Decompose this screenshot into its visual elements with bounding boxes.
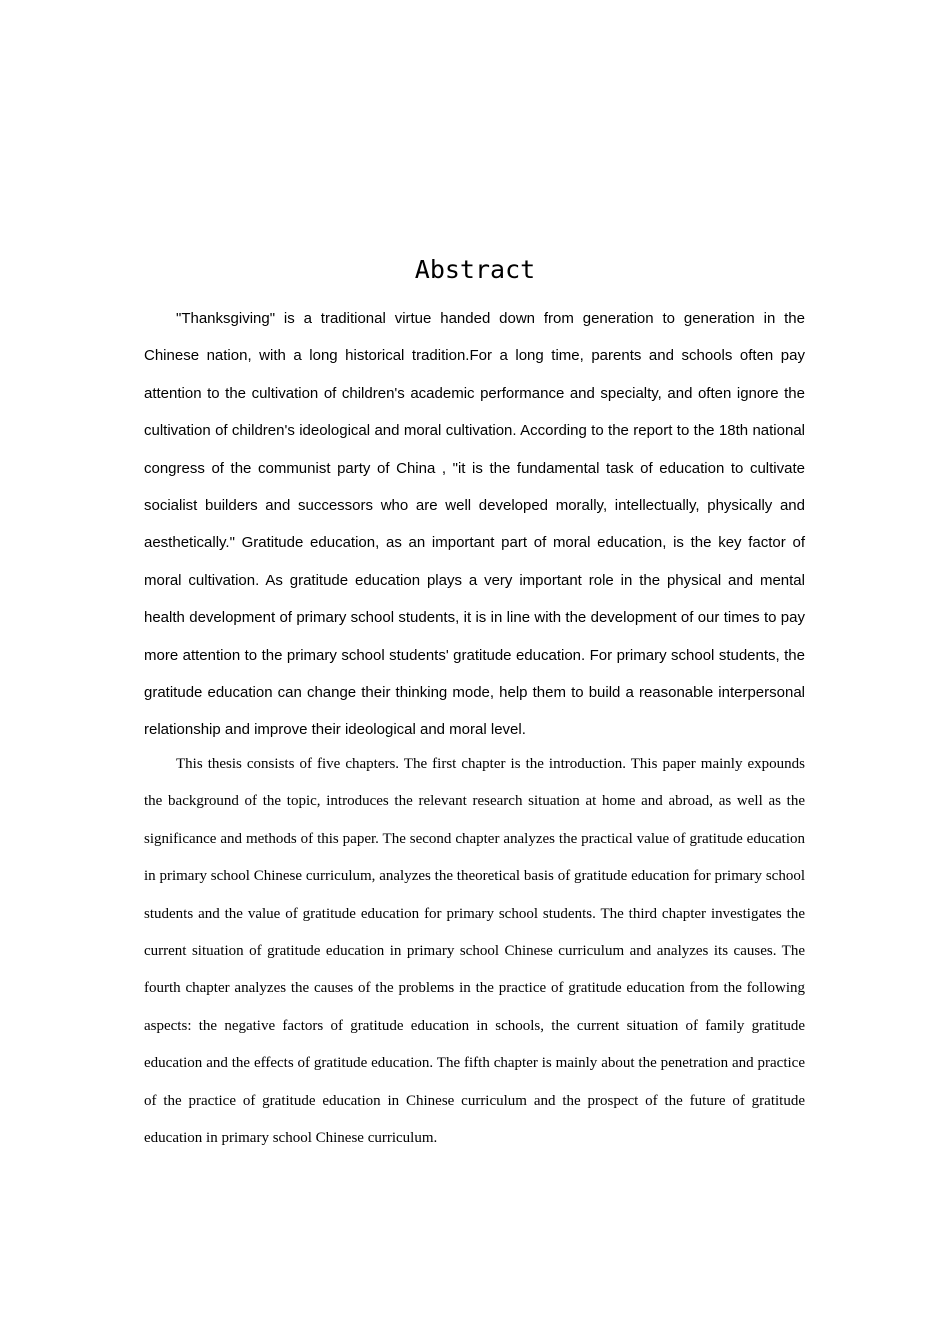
abstract-paragraph-2: This thesis consists of five chapters. The first chapter is the introduction. This paper mainly expounds the background of the topic, introduces the relevant research situation at home and abroad, as well as the significance and methods of this paper. The second chapter analyzes the practical value of gratitude education in primary school Chinese curriculum, analyzes the theoretical basis of gratitude education for primary school students and the value of gratitude education for primary school students. The third chapter investigates the current situation of gratitude education in primary school Chinese curriculum and analyzes its causes. The fourth chapter analyzes the causes of the problems in the practice of gratitude education from the following aspects: the negative factors of gratitude education in schools, the current situation of family gratitude education and the effects of gratitude education. The fifth chapter is mainly about the penetration and practice of the practice of gratitude education in Chinese curriculum and the prospect of the future of gratitude education in primary school Chinese curriculum. [144, 756, 805, 1147]
abstract-paragraph-1: "Thanksgiving" is a traditional virtue handed down from generation to generation in the Chinese nation, with a long historical tradition.For a long time, parents and schools often pay attention to the cultivation of children's academic performance and specialty, and often ignore the cultivation of children's ideological and moral cultivation. According to the report to the 18th national congress of the communist party of China , "it is the fundamental task of education to cultivate socialist builders and successors who are well developed morally, intellectually, physically and aesthetically." Gratitude education, as an important part of moral education, is the key factor of moral cultivation. As gratitude education plays a very important role in the physical and mental health development of primary school students, it is in line with the development of our times to pay more attention to the primary school students' gratitude education. For primary school students, the gratitude education can change their thinking mode, help them to build a reasonable interpersonal relationship and improve their ideological and moral level. [144, 310, 805, 739]
page-title: Abstract [414, 255, 536, 284]
